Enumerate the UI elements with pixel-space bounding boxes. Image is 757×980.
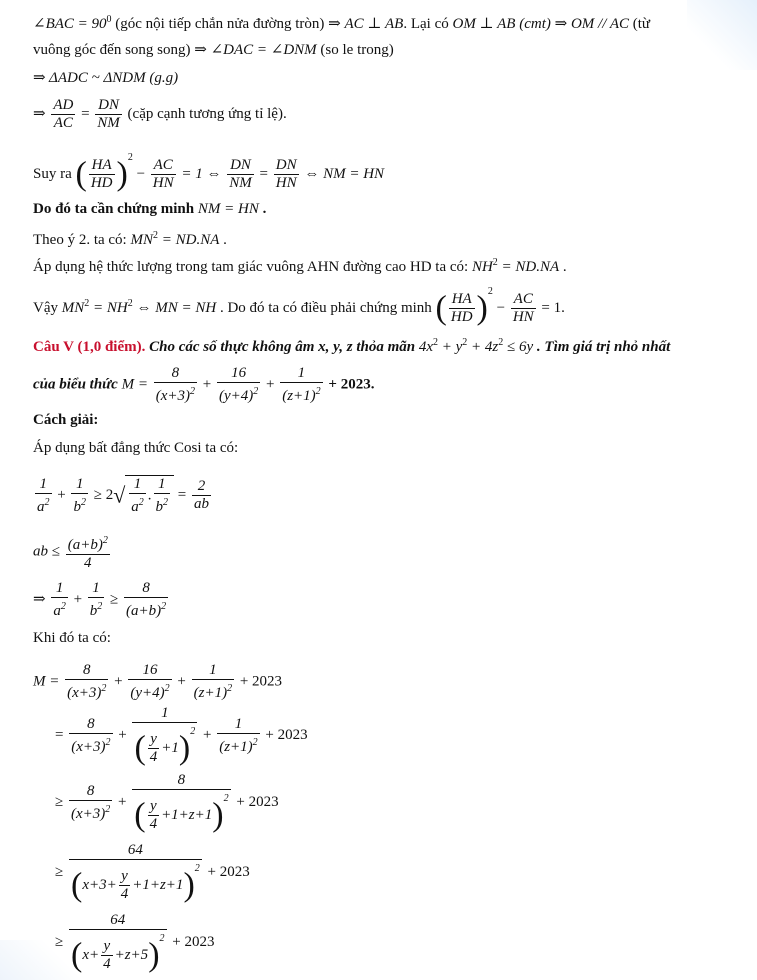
sup: 2: [223, 793, 229, 804]
math: + 2023: [236, 673, 283, 690]
denominator: b: [89, 603, 98, 619]
fraction: [69, 783, 112, 823]
math: + 2023: [168, 933, 215, 950]
question-text: của biểu thức: [33, 376, 122, 393]
text: . Lại có: [403, 16, 453, 32]
denominator: (z+1): [219, 738, 253, 755]
denominator: HN: [152, 175, 174, 192]
text: (so le trong): [316, 42, 394, 58]
math: + 2023: [232, 793, 279, 810]
math: ⇔ MN = NH: [132, 300, 217, 316]
math: + 2023: [203, 863, 250, 880]
denominator: AC: [53, 115, 73, 131]
line-khi-do: [33, 628, 111, 648]
equals: =: [174, 486, 190, 503]
denominator: a: [37, 498, 45, 515]
line-dac-dnm: [33, 40, 394, 60]
line-similar-triangles: [33, 68, 178, 88]
sup: 2: [84, 298, 90, 309]
line-expression-m: [33, 365, 374, 405]
denominator: b: [155, 499, 164, 515]
fraction: [124, 580, 168, 620]
text: (cặp cạnh tương ứng tỉ lệ).: [127, 105, 287, 122]
denominator: (x+3): [70, 805, 106, 822]
numerator: y: [119, 868, 131, 886]
plus: +: [69, 591, 86, 608]
denominator: NM: [229, 175, 252, 192]
denominator: (z+1): [282, 388, 316, 404]
equals: =: [255, 166, 272, 182]
sup: 2: [127, 298, 133, 309]
fraction: [217, 365, 260, 405]
fraction: [227, 157, 254, 192]
denominator: 4: [103, 956, 111, 973]
fraction: [71, 476, 88, 516]
numerator: (a+b): [67, 537, 103, 553]
numerator: HA: [449, 291, 475, 309]
math: AC ⊥ AB: [344, 16, 404, 32]
text: (từ: [629, 16, 651, 32]
numerator: 1: [88, 580, 105, 598]
fraction: [192, 478, 211, 513]
fraction: [511, 291, 536, 326]
math: = 1 ⇔: [177, 166, 226, 182]
sup: 2: [138, 497, 144, 508]
denominator: a: [53, 603, 61, 619]
sup: 2: [498, 337, 504, 348]
denominator: (y+4): [130, 685, 165, 701]
plus: +: [198, 376, 215, 393]
math: ≥: [106, 591, 123, 608]
math: ≤ 6y: [503, 339, 534, 355]
line-need-prove: [33, 199, 266, 219]
math: + 2023.: [324, 376, 375, 393]
sup: 2: [80, 496, 86, 508]
denominator: 4: [149, 749, 158, 766]
text: vuông góc đến song song) ⇒: [33, 42, 211, 58]
math: NM = HN: [197, 201, 259, 217]
plus: +: [53, 486, 70, 503]
numerator: 1: [154, 476, 171, 494]
numerator: 8: [124, 580, 168, 598]
sup: 0: [106, 14, 112, 25]
text: Khi đó ta có:: [33, 630, 111, 646]
math: ≥ 2: [89, 486, 114, 503]
math: + 4z: [467, 339, 499, 355]
fraction: 64 (x+3+ $\frac{y}{4}$ +1+z+1)$^2$: [70, 842, 200, 904]
question-text: Cho các số thực không âm x, y, z thỏa mãn: [145, 339, 419, 355]
denominator: 4: [84, 555, 92, 571]
math: M =: [33, 673, 64, 690]
numerator: HA: [89, 157, 115, 175]
numerator: 8: [65, 662, 108, 680]
line-he-thuc-luong: [33, 253, 567, 277]
denominator: 4: [149, 816, 158, 833]
numerator: 1: [132, 705, 197, 723]
denominator: (x+3): [155, 388, 190, 404]
fraction: [151, 157, 176, 192]
fraction: [51, 580, 68, 620]
sup: 2: [164, 683, 170, 694]
text: .: [219, 232, 227, 248]
math: = NH: [89, 300, 128, 316]
denominator: (z+1): [193, 685, 228, 701]
math: ≥: [55, 863, 67, 880]
fraction: [148, 798, 160, 833]
denominator: 4: [120, 886, 129, 903]
numerator: 8: [69, 783, 112, 801]
sup: 2: [97, 601, 103, 612]
line-m-expr: [33, 662, 282, 702]
math: OM // AC: [570, 16, 630, 32]
numerator: 1: [35, 476, 52, 494]
fraction: [192, 662, 234, 702]
line-suy-ra: Suy ra ( $\frac{HA}{HD}$ )$^2$ − $\frac{AC}{HN}$ = 1 ⇔ $\frac{DN}{NM}$ = $\frac{DN}{HN}$ ⇔ NM = HN: [33, 152, 385, 193]
math: NH: [471, 259, 493, 275]
minus: −: [492, 300, 509, 316]
sup: 2: [101, 683, 107, 694]
sup: 2: [152, 230, 158, 241]
math: M =: [121, 376, 152, 393]
sup: 2: [60, 601, 66, 612]
math: +z+5: [114, 947, 149, 963]
denominator: b: [73, 498, 81, 515]
plus: +: [262, 376, 279, 393]
sup: 2: [159, 933, 165, 944]
minus: −: [132, 166, 149, 182]
sup: 2: [487, 286, 493, 297]
line-implies-ineq: [33, 580, 170, 620]
fraction: [148, 731, 160, 766]
sup: 2: [105, 736, 111, 748]
fraction: [154, 365, 197, 405]
numerator: 1: [51, 580, 68, 598]
sup: 2: [253, 386, 259, 397]
fraction: [95, 97, 122, 132]
fraction: 1 ( $\frac{y}{4}$ +1)$^2$: [134, 705, 196, 767]
line-ab-le: [33, 532, 112, 572]
sup: 2: [462, 337, 468, 348]
line-step-4: [55, 912, 214, 973]
text: (góc nội tiếp chắn nửa đường tròn) ⇒: [111, 16, 345, 32]
sup: 2: [252, 736, 258, 748]
math: ⇔ NM = HN: [300, 166, 385, 182]
question-label: Câu V (1,0 điểm).: [33, 339, 146, 355]
numerator: 1: [129, 476, 146, 494]
numerator: y: [101, 938, 113, 956]
section-heading: Cách giải:: [33, 412, 99, 428]
implies: ⇒: [33, 105, 46, 122]
numerator: 8: [154, 365, 197, 383]
math: +1+z+1: [132, 877, 184, 893]
numerator: 16: [128, 662, 171, 680]
numerator: DN: [227, 157, 254, 175]
numerator: 1: [217, 716, 259, 734]
line-cau-v: [33, 333, 670, 357]
math: ⇒ ΔADC ~ ΔNDM (g.g): [33, 70, 179, 86]
numerator: 16: [217, 365, 260, 383]
fraction: [280, 365, 322, 405]
line-cach-giai: [33, 410, 98, 430]
denominator: (x+3): [67, 685, 102, 701]
denominator: NM: [97, 115, 120, 131]
fraction: [119, 868, 131, 903]
numerator: 1: [192, 662, 234, 680]
numerator: DN: [95, 97, 122, 115]
denominator: HD: [90, 175, 113, 192]
fraction: [128, 662, 171, 702]
text: Vậy: [33, 300, 62, 316]
sup: 2: [161, 601, 167, 612]
sup: 2: [190, 726, 196, 737]
fraction: [65, 662, 108, 702]
text: Suy ra: [33, 166, 76, 182]
sup: 2: [315, 386, 321, 397]
sup: 2: [44, 496, 50, 508]
numerator: 64: [69, 912, 167, 930]
text: = 1.: [537, 300, 565, 316]
numerator: 1: [280, 365, 322, 383]
sup: 2: [189, 386, 195, 397]
fraction: [129, 476, 146, 516]
denominator: HN: [512, 309, 534, 326]
numerator: 1: [71, 476, 88, 494]
text: Áp dụng bất đẳng thức Cosi ta có:: [33, 440, 239, 456]
sqrt: $\frac{1}{a^2}$ . $\frac{1}{b^2}$: [125, 475, 174, 516]
sup: 2: [163, 497, 169, 508]
numerator: AC: [151, 157, 176, 175]
numerator: 64: [69, 842, 202, 860]
plus: +: [114, 726, 131, 743]
denominator: HD: [450, 309, 473, 326]
watermark-corner: [687, 0, 757, 70]
sup: 2: [194, 863, 200, 874]
plus: +: [199, 726, 216, 743]
math: OM ⊥ AB: [452, 16, 516, 32]
bold-text: .: [258, 201, 267, 217]
denominator: ab: [194, 496, 209, 512]
math: + y: [438, 339, 463, 355]
math: ab ≤: [33, 543, 64, 560]
math: +1: [161, 740, 179, 756]
math: MN: [61, 300, 85, 316]
fraction: [69, 716, 112, 756]
sup: 2: [433, 337, 439, 348]
plus: +: [110, 673, 127, 690]
line-step-2: [55, 772, 279, 833]
denominator: a: [131, 499, 139, 515]
math: + 2023: [261, 726, 308, 743]
math: ∠DAC = ∠DNM: [210, 42, 317, 58]
equals: =: [81, 105, 90, 122]
plus: +: [114, 793, 131, 810]
math: ∠BAC = 90: [33, 16, 107, 32]
implies: ⇒: [33, 591, 50, 608]
text: Theo ý 2. ta có:: [33, 232, 131, 248]
fraction: [449, 291, 475, 326]
fraction: [35, 476, 52, 516]
fraction: [66, 532, 110, 572]
numerator: DN: [275, 157, 297, 174]
math: ≥: [55, 933, 67, 950]
sup: 2: [127, 152, 133, 163]
math: x+: [82, 947, 100, 963]
bold-text: Do đó ta cần chứng minh: [33, 201, 198, 217]
math: 4x: [418, 339, 434, 355]
fraction: 8 ( $\frac{y}{4}$ +1+z+1)$^2$: [134, 772, 229, 834]
plus: +: [173, 673, 190, 690]
line-ratio: [33, 97, 287, 132]
fraction: [274, 157, 299, 192]
text: .: [559, 259, 567, 275]
line-cosi-ineq: $\frac{1}{a^2}$ + $\frac{1}{b^2}$ ≥ 2√ $\frac{1}{a^2}$ . $\frac{1}{b^2}$ = $\frac{2}{ab}$: [37, 475, 209, 515]
denominator: (y+4): [218, 388, 254, 404]
fraction: [89, 157, 115, 192]
fraction: [101, 938, 113, 973]
text: Áp dụng hệ thức lượng trong tam giác vuông AHN đường cao HD ta có:: [33, 259, 472, 275]
line-conclusion: Vậy $MN^2 = NH^2$ ⇔ MN = NH . Do đó ta có điều phải chứng minh ( $\frac{HA}{HD}$ )$^2$ − $\frac{AC}{HN}$ = 1.: [33, 286, 565, 327]
fraction: [88, 580, 105, 620]
sup: 2: [105, 803, 111, 815]
fraction: [217, 716, 259, 756]
math: MN: [130, 232, 153, 248]
line-cosi: [33, 438, 238, 458]
line-theo-y2: [33, 226, 227, 250]
sup: 2: [492, 257, 498, 268]
numerator: 2: [192, 478, 211, 496]
math: +1+z+1: [161, 807, 213, 823]
line-step-1: [55, 705, 308, 766]
fraction: 64 (x+ $\frac{y}{4}$ +z+5)$^2$: [70, 912, 165, 974]
sup: 2: [227, 683, 233, 694]
fraction: [154, 476, 171, 516]
line-angle-bac: [33, 10, 650, 34]
math: = ND.NA: [497, 259, 560, 275]
numerator: y: [148, 798, 160, 816]
numerator: 8: [132, 772, 230, 790]
sup: 2: [102, 535, 108, 546]
denominator: (a+b): [126, 603, 162, 619]
math: (cmt) ⇒: [515, 16, 571, 32]
math: x+3+: [82, 877, 117, 893]
math: =: [55, 726, 68, 743]
numerator: AD: [53, 97, 74, 113]
numerator: AC: [511, 291, 536, 309]
math: = ND.NA: [157, 232, 220, 248]
denominator: (x+3): [71, 738, 106, 755]
math: ≥: [55, 793, 67, 810]
line-step-3: [55, 842, 250, 903]
text: . Do đó ta có điều phải chứng minh: [216, 300, 436, 316]
fraction: [51, 97, 75, 132]
numerator: y: [148, 731, 160, 749]
question-text: . Tìm giá trị nhỏ nhất: [533, 339, 671, 355]
denominator: HN: [275, 175, 297, 192]
numerator: 8: [69, 716, 112, 734]
